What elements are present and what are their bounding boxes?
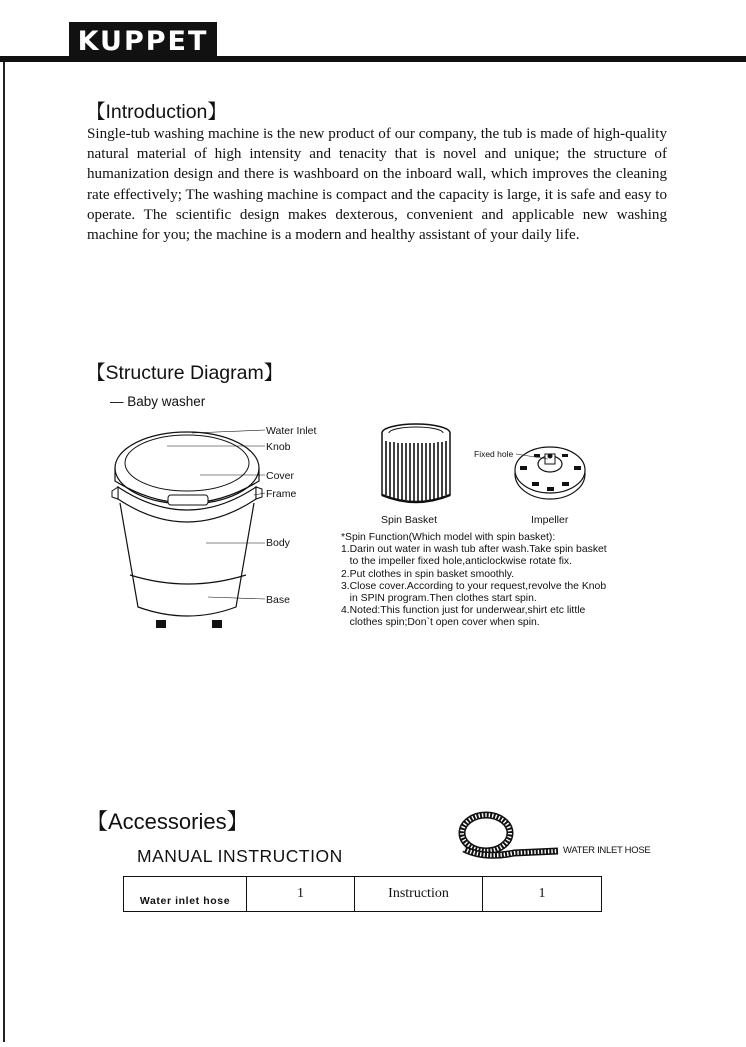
hose-caption: WATER INLET HOSE — [563, 845, 651, 856]
fixed-hole-leader — [516, 452, 556, 462]
structure-heading: 【Structure Diagram】 — [86, 362, 284, 384]
accessory-item: Water inlet hose — [124, 877, 247, 912]
water-inlet-hose-drawing — [454, 809, 564, 865]
label-cover: Cover — [266, 470, 295, 482]
spin-function-notes: *Spin Function(Which model with spin basket): 1.Darin out water in wash tub after wash.Take spin basket to the impeller fixed hole,anticlockwise rotate fix. 2.Put clothes in spin basket smoothly. 3.Close cover.According to your request,revolve the Knob in SPIN program.Then clothes start spin. 4.Noted:This function just for underwear,shirt etc little clothes spin;Don`t open cover when spin. — [341, 532, 607, 629]
intro-body: Single-tub washing machine is the new product of our company, the tub is made of high-quality natural material of high intensity and tenacity that is novel and unique; the structure of humanization design and there is washboard on the inboard wall, which improves the cleaning rate effectively; The washing machine is compact and the capacity is large, it is safe and easy to operate. The scientific design makes dexterous, convenient and applicable new washing machine for you; the machine is a modern and healthy assistant of your daily life. — [87, 126, 667, 244]
accessory-qty: 1 — [247, 877, 355, 912]
baby-washer-drawing — [108, 425, 268, 635]
label-base: Base — [266, 594, 290, 606]
label-spin-basket: Spin Basket — [381, 514, 438, 526]
structure-subtitle: — Baby washer — [110, 394, 206, 409]
label-body: Body — [266, 537, 290, 549]
label-fixed-hole: Fixed hole — [474, 449, 514, 459]
label-water-inlet: Water Inlet — [266, 425, 317, 437]
impeller-drawing — [512, 440, 592, 504]
accessory-qty: 1 — [483, 877, 602, 912]
label-frame: Frame — [266, 488, 297, 500]
label-knob: Knob — [266, 441, 291, 453]
brand-logo: KUPPET — [69, 22, 217, 60]
accessory-item: Instruction — [355, 877, 483, 912]
intro-heading: 【Introduction】 — [86, 101, 227, 123]
table-row — [124, 877, 602, 912]
page-border-left — [3, 62, 5, 1042]
accessories-heading: 【Accessories】 — [86, 809, 249, 834]
label-impeller: Impeller — [531, 514, 569, 526]
spin-basket-drawing — [376, 423, 456, 509]
manual-instruction-title: MANUAL INSTRUCTION — [137, 846, 343, 866]
accessories-table — [123, 876, 602, 912]
